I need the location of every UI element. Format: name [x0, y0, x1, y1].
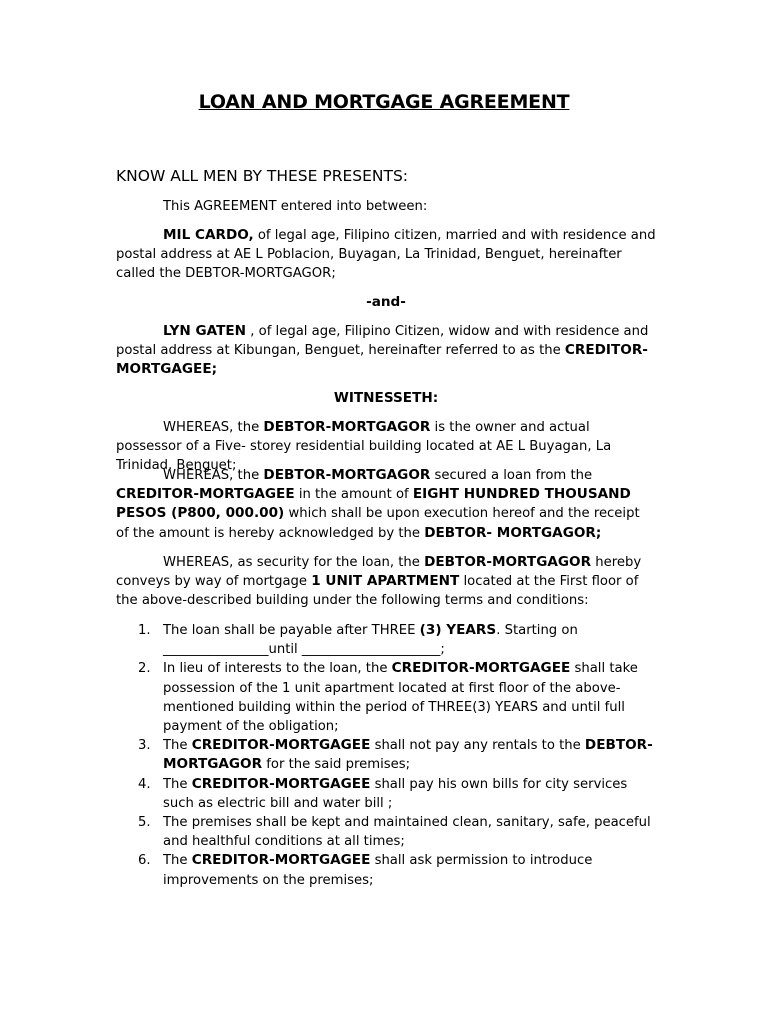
whereas-1-paragraph: WHEREAS, the DEBTOR-MORTGAGOR is the owner and actual possessor of a Five- storey residential building located at AE L Buyagan, La Trinidad, Benguet;	[116, 419, 612, 474]
know-all-heading: KNOW ALL MEN BY THESE PRESENTS:	[116, 167, 409, 185]
list-item: 3. The CREDITOR-MORTGAGEE shall not pay any rentals to the DEBTOR-MORTGAGOR for the said premises;	[138, 737, 653, 773]
list-item: 6. The CREDITOR-MORTGAGEE shall ask permission to introduce improvements on the premises;	[138, 852, 593, 888]
intro-paragraph: This AGREEMENT entered into between:	[163, 199, 428, 214]
party2-role: CREDITOR-MORTGAGEE;	[116, 342, 648, 378]
list-item: 4. The CREDITOR-MORTGAGEE shall pay his own bills for city services such as electric bill and water bill ;	[138, 775, 628, 811]
list-item: 5. The premises shall be kept and maintained clean, sanitary, safe, peaceful and healthful conditions at all times;	[138, 815, 651, 850]
party1-name: MIL CARDO,	[163, 227, 254, 243]
party2-name: LYN GATEN	[163, 323, 247, 339]
party2-paragraph	[116, 322, 656, 380]
party1-paragraph	[116, 226, 656, 284]
document-title: LOAN AND MORTGAGE AGREEMENT	[198, 91, 570, 113]
list-item: 1. The loan shall be payable after THREE (3) YEARS. Starting on ________________until _____________________;	[138, 622, 578, 658]
whereas-2-paragraph: WHEREAS, the DEBTOR-MORTGAGOR secured a loan from the CREDITOR-MORTGAGEE in the amount of EIGHT HUNDRED THOUSAND PESOS (P800, 000.00) which shall be upon execution hereof and the receipt of the amount is hereby acknowledged by the DEBTOR- MORTGAGOR;	[116, 467, 640, 541]
terms-list	[116, 621, 656, 890]
whereas-3-paragraph: WHEREAS, as security for the loan, the DEBTOR-MORTGAGOR hereby conveys by way of mortgage 1 UNIT APARTMENT located at the First floor of the above-described building under the following terms and conditions:	[116, 554, 642, 609]
party2-text: , of legal age, Filipino Citizen, widow and with residence and postal address at Kibungan, Benguet, hereinafter referred to as the	[116, 324, 649, 359]
witnesseth-heading: WITNESSETH:	[333, 390, 439, 406]
and-separator: -and-	[366, 294, 406, 310]
party1-text: of legal age, Filipino citizen, married and with residence and postal address at AE L Poblacion, Buyagan, La Trinidad, Benguet, hereinafter called the DEBTOR-MORTGAGOR;	[116, 228, 656, 282]
list-item: 2. In lieu of interests to the loan, the CREDITOR-MORTGAGEE shall take possession of the 1 unit apartment located at first floor of the above-mentioned building within the period of THREE(3) YEARS and until full payment of the obligation;	[138, 660, 638, 735]
